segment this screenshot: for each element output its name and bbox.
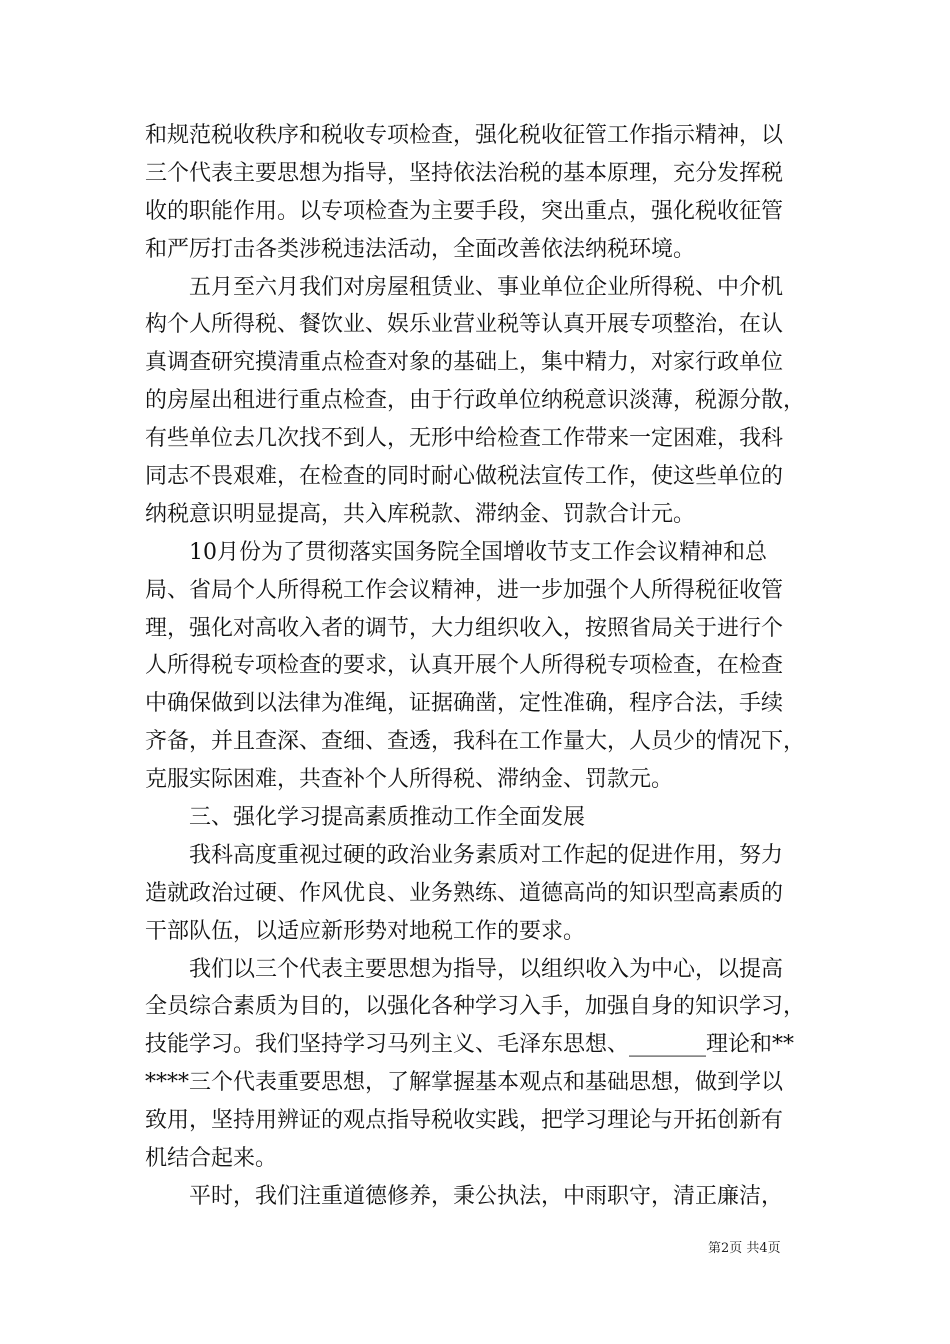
text-line: 人所得税专项检查的要求，认真开展个人所得税专项检查，在检查 bbox=[145, 653, 784, 679]
text-line: 和规范税收秩序和税收专项检查，强化税收征管工作指示精神，以 bbox=[145, 123, 784, 148]
text-line: 真调查研究摸清重点检查对象的基础上，集中精力，对家行政单位 bbox=[145, 350, 784, 376]
text-line: 中确保做到以法律为准绳，证据确凿，定性准确，程序合法，手续 bbox=[145, 691, 784, 717]
text-line: 机结合起来。 bbox=[145, 1146, 278, 1172]
text-line: 干部队伍，以适应新形势对地税工作的要求。 bbox=[145, 918, 586, 944]
text-line: 理，强化对高收入者的调节，大力组织收入，按照省局关于进行个 bbox=[145, 615, 784, 641]
text-line: 收的职能作用。以专项检查为主要手段，突出重点，强化税收征管 bbox=[145, 198, 784, 224]
text-line: 造就政治过硬、作风优良、业务熟练、道德高尚的知识型高素质的 bbox=[145, 880, 784, 906]
text-line: 局、省局个人所得税工作会议精神，进一步加强个人所得税征收管 bbox=[145, 577, 784, 603]
text-line: 有些单位去几次找不到人，无形中给检查工作带来一定困难，我科 bbox=[145, 426, 784, 452]
text-line: 三个代表主要思想为指导，坚持依法治税的基本原理，充分发挥税 bbox=[145, 160, 784, 186]
body-text bbox=[145, 117, 825, 1216]
text-line: 技能学习。我们坚持学习马列主义、毛泽东思想、_______理论和** bbox=[145, 1032, 795, 1058]
text-line: 10月份为了贯彻落实国务院全国增收节支工作会议精神和总 bbox=[145, 539, 767, 565]
text-line: 同志不畏艰难，在检查的同时耐心做税法宣传工作，使这些单位的 bbox=[145, 464, 784, 490]
text-line: 我们以三个代表主要思想为指导，以组织收入为中心，以提高 bbox=[145, 956, 784, 982]
section-heading: 三、强化学习提高素质推动工作全面发展 bbox=[145, 805, 586, 831]
text-line: 致用，坚持用辨证的观点指导税收实践，把学习理论与开拓创新有 bbox=[145, 1108, 784, 1134]
text-line: 的房屋出租进行重点检查，由于行政单位纳税意识淡薄，税源分散， bbox=[145, 388, 806, 414]
text-line: 和严厉打击各类涉税违法活动，全面改善依法纳税环境。 bbox=[145, 236, 696, 262]
text-line: 全员综合素质为目的，以强化各种学习入手，加强自身的知识学习， bbox=[145, 994, 806, 1020]
text-line: 克服实际困难，共查补个人所得税、滞纳金、罚款元。 bbox=[145, 767, 674, 793]
text-line: 平时，我们注重道德修养，秉公执法，中雨职守，清正廉洁， bbox=[145, 1183, 784, 1209]
page-number: 第2页 共4页 bbox=[708, 1241, 781, 1256]
text-line: 齐备，并且查深、查细、查透，我科在工作量大，人员少的情况下， bbox=[145, 729, 806, 755]
text-line: 纳税意识明显提高，共入库税款、滞纳金、罚款合计元。 bbox=[145, 501, 696, 527]
text-line: 五月至六月我们对房屋租赁业、事业单位企业所得税、中介机 bbox=[145, 274, 784, 300]
text-line: 我科高度重视过硬的政治业务素质对工作起的促进作用，努力 bbox=[145, 842, 784, 868]
text-line: ****三个代表重要思想，了解掌握基本观点和基础思想，做到学以 bbox=[145, 1070, 784, 1096]
text-line: 构个人所得税、餐饮业、娱乐业营业税等认真开展专项整治，在认 bbox=[145, 312, 784, 338]
